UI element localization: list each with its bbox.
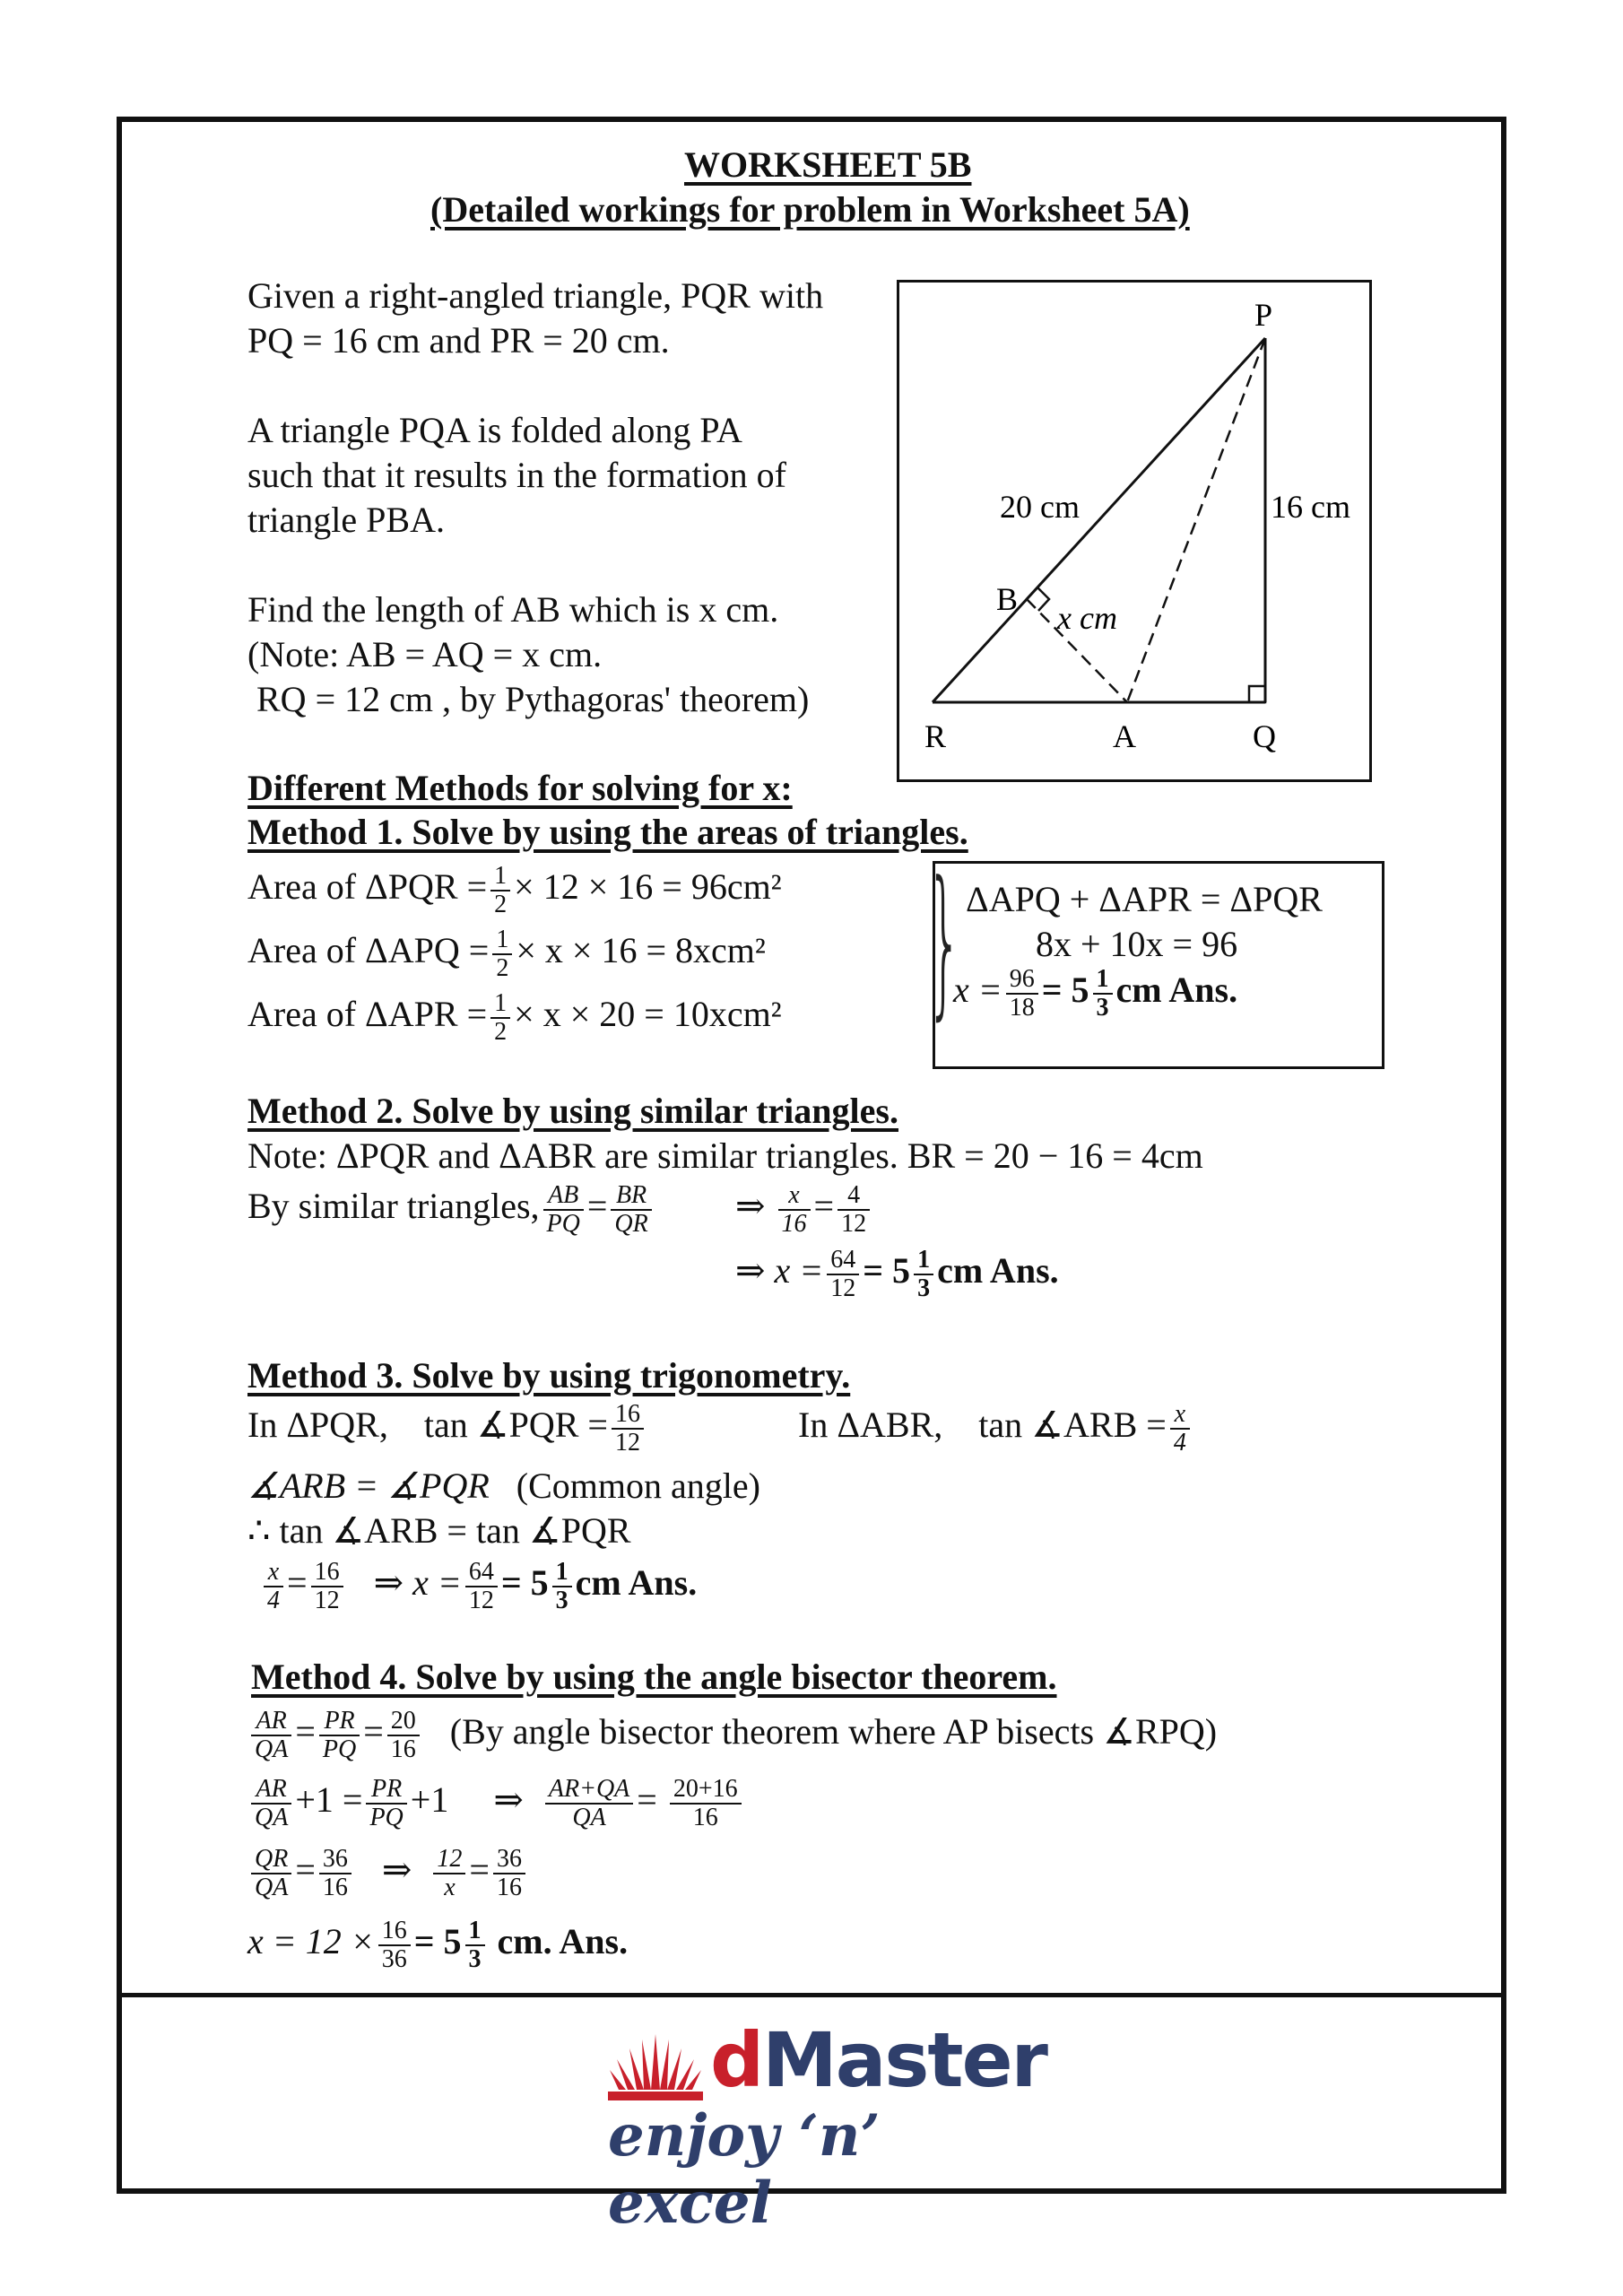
method3-tan-pqr: In ΔPQR, tan ∡PQR = $\frac{16}{12}$: [247, 1401, 647, 1457]
problem-line: triangle PBA.: [247, 500, 445, 540]
problem-line: Given a right-angled triangle, PQR with: [247, 275, 824, 316]
method3-heading: Method 3. Solve by using trigonometry.: [247, 1355, 851, 1396]
worksheet-title: WORKSHEET 5B: [684, 144, 972, 185]
method3-answer: $\frac{x}{4}$ = $\frac{16}{12}$ ⇒ x = $\frac{64}{12}$ = 5 $\frac{1}{3}$ cm Ans.: [260, 1559, 697, 1614]
method3-tan-arb: In ΔABR, tan ∡ARB = $\frac{x}{4}$: [798, 1401, 1193, 1457]
label-q: Q: [1253, 718, 1276, 754]
fraction-half: $\frac{1}{2}$: [490, 990, 510, 1046]
fold-line-pa: [1127, 338, 1265, 702]
dmaster-logo: [599, 2016, 1047, 2237]
method2-heading: Method 2. Solve by using similar triangles.: [247, 1091, 898, 1131]
method1-box-line2: 8x + 10x = 96: [1036, 924, 1238, 964]
method4-simplify: $\frac{QR}{QA}$ = $\frac{36}{16}$ ⇒ $\frac{12}{x}$ = $\frac{36}{16}$: [247, 1846, 529, 1901]
fraction-third: $\frac{1}{3}$: [914, 1247, 933, 1302]
problem-line: (Note: AB = AQ = x cm.: [247, 634, 603, 674]
book-flame-icon: [606, 2027, 705, 2104]
label-a: A: [1113, 718, 1136, 754]
methods-heading: Different Methods for solving for x:: [247, 768, 793, 808]
label-p: P: [1254, 297, 1273, 333]
fraction-third: $\frac{1}{3}$: [1093, 966, 1113, 1022]
method2-answer: ⇒ x = $\frac{64}{12}$ = 5 $\frac{1}{3}$ cm Ans.: [735, 1246, 1059, 1302]
label-x-length: x cm: [1057, 600, 1117, 636]
label-pq-length: 16 cm: [1271, 489, 1350, 525]
fraction-third: $\frac{1}{3}$: [465, 1918, 485, 1973]
problem-line: such that it results in the formation of: [247, 455, 786, 495]
method1-heading: Method 1. Solve by using the areas of triangles.: [247, 812, 968, 852]
problem-line: RQ = 12 cm , by Pythagoras' theorem): [256, 679, 810, 719]
method1-area-pqr: Area of ΔPQR = $\frac{1}{2}$ × 12 × 16 = 96cm²: [247, 862, 782, 918]
method2-note: Note: ΔPQR and ΔABR are similar triangles. BR = 20 − 16 = 4cm: [247, 1135, 1203, 1176]
fraction-half: $\frac{1}{2}$: [492, 926, 512, 982]
fraction-third: $\frac{1}{3}$: [552, 1559, 572, 1614]
method2-substitution: ⇒ $\frac{x}{16}$ = $\frac{4}{12}$: [735, 1182, 873, 1238]
logo-tagline: enjoy ‘n’ excel: [608, 2102, 881, 2237]
side-pr: [933, 338, 1265, 702]
fraction-half: $\frac{1}{2}$: [490, 863, 510, 918]
problem-line: Find the length of AB which is x cm.: [247, 589, 779, 630]
triangle-diagram: [897, 280, 1372, 782]
method4-answer: x = 12 × $\frac{16}{36}$ = 5 $\frac{1}{3}$ cm. Ans.: [247, 1917, 629, 1973]
fraction-96-18: $\frac{96}{18}$: [1006, 966, 1038, 1022]
method1-brace: }: [926, 848, 963, 1035]
problem-line: PQ = 16 cm and PR = 20 cm.: [247, 320, 670, 361]
method3-therefore: ∴ tan ∡ARB = tan ∡PQR: [247, 1510, 631, 1551]
worksheet-subtitle: (Detailed workings for problem in Worksheet 5A): [430, 189, 1190, 230]
method4-heading: Method 4. Solve by using the angle bisector theorem.: [251, 1657, 1057, 1697]
method1-box-line1: ΔAPQ + ΔAPR = ΔPQR: [966, 879, 1323, 919]
method1-result-box: [933, 861, 1384, 1069]
problem-line: A triangle PQA is folded along PA: [247, 410, 742, 450]
method1-area-apr: Area of ΔAPR = $\frac{1}{2}$ × x × 20 = 10xcm²: [247, 989, 782, 1046]
label-r: R: [924, 718, 947, 754]
method1-box-answer: x = $\frac{96}{18}$ = 5 $\frac{1}{3}$ cm Ans.: [953, 965, 1238, 1022]
label-b: B: [996, 581, 1019, 617]
label-pr-length: 20 cm: [1000, 489, 1080, 525]
method1-area-apq: Area of ΔAPQ = $\frac{1}{2}$ × x × 16 = 8xcm²: [247, 926, 766, 982]
right-angle-mark-b: [1037, 587, 1049, 611]
method4-add-one: $\frac{AR}{QA}$ +1 = $\frac{PR}{PQ}$ +1 ⇒ $\frac{AR+QA}{QA}$ = $\frac{20+16}{16}$: [247, 1776, 745, 1831]
method4-bisector-ratio: $\frac{AR}{QA}$ = $\frac{PR}{PQ}$ = $\frac{20}{16}$ (By angle bisector theorem where AP bisects ∡RPQ): [247, 1708, 1217, 1763]
triangle-svg: [899, 283, 1369, 779]
footer-divider: [122, 1993, 1501, 1997]
right-angle-mark-q: [1249, 686, 1265, 702]
logo-brand-text: dMaster: [710, 2016, 1046, 2104]
method2-proportion: By similar triangles, $\frac{AB}{PQ}$ = $\frac{BR}{QR}$: [247, 1182, 655, 1238]
method3-common-angle: ∡ARB = ∡PQR (Common angle): [247, 1465, 760, 1506]
